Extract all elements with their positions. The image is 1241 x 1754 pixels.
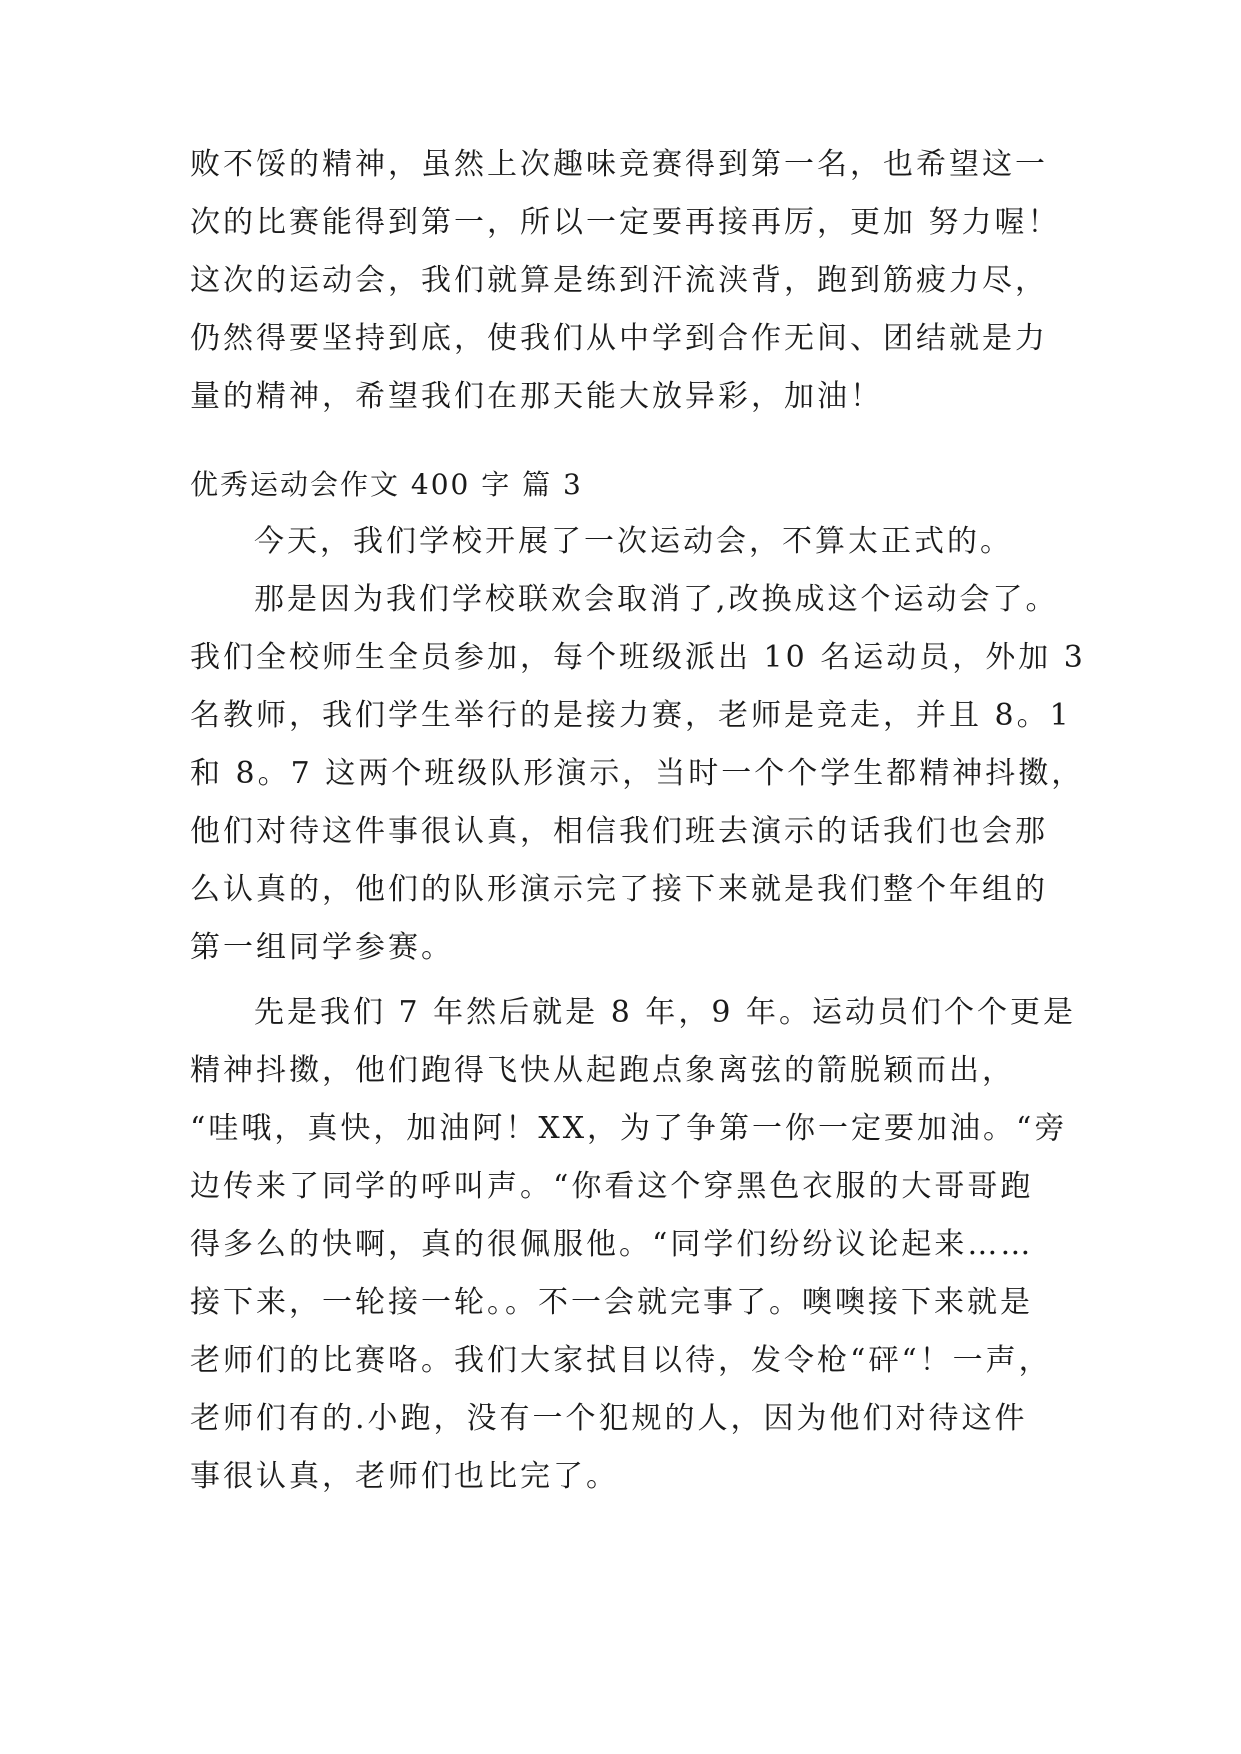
paragraph-line: 精神抖擞，他们跑得飞快从起跑点象离弦的箭脱颖而出，: [190, 1053, 1015, 1088]
paragraph-line: 先是我们 7 年然后就是 8 年，9 年。运动员们个个更是: [254, 995, 1076, 1030]
paragraph-line: 老师们的比赛咯。我们大家拭目以待，发令枪“砰“！一声，: [190, 1343, 1052, 1378]
paragraph-line: 第一组同学参赛。: [190, 930, 454, 965]
paragraph-line: 老师们有的.小跑，没有一个犯规的人，因为他们对待这件: [190, 1401, 1028, 1436]
paragraph-line: 和 8。7 这两个班级队形演示，当时一个个学生都精神抖擞，: [190, 756, 1085, 791]
intro-line: 这次的运动会，我们就算是练到汗流浃背，跑到筋疲力尽，: [190, 263, 1048, 298]
paragraph-line: 边传来了同学的呼叫声。“你看这个穿黑色衣服的大哥哥跑: [190, 1169, 1034, 1204]
intro-line: 仍然得要坚持到底，使我们从中学到合作无间、团结就是力: [190, 321, 1048, 356]
paragraph-line: 他们对待这件事很认真，相信我们班去演示的话我们也会那: [190, 814, 1048, 849]
paragraph-line: 那是因为我们学校联欢会取消了,改换成这个运动会了。: [254, 582, 1059, 617]
intro-line: 次的比赛能得到第一，所以一定要再接再厉，更加 努力喔！: [190, 205, 1061, 240]
section-title: 优秀运动会作文 400 字 篇 3: [190, 468, 583, 501]
paragraph-line: 事很认真，老师们也比完了。: [190, 1459, 619, 1494]
paragraph-line: “哇哦，真快，加油阿！XX，为了争第一你一定要加油。“旁: [190, 1111, 1068, 1146]
paragraph-line: 名教师，我们学生举行的是接力赛，老师是竞走，并且 8。1: [190, 698, 1072, 733]
paragraph-line: 么认真的，他们的队形演示完了接下来就是我们整个年组的: [190, 872, 1048, 907]
paragraph-line: 得多么的快啊，真的很佩服他。“同学们纷纷议论起来……: [190, 1227, 1034, 1262]
paragraph-line: 接下来，一轮接一轮。。不一会就完事了。噢噢接下来就是: [190, 1285, 1033, 1320]
intro-line: 败不馁的精神，虽然上次趣味竞赛得到第一名，也希望这一: [190, 147, 1048, 182]
intro-line: 量的精神，希望我们在那天能大放异彩，加油！: [190, 379, 883, 414]
paragraph-line: 我们全校师生全员参加，每个班级派出 10 名运动员，外加 3: [190, 640, 1086, 675]
paragraph-line: 今天，我们学校开展了一次运动会，不算太正式的。: [254, 524, 1013, 559]
